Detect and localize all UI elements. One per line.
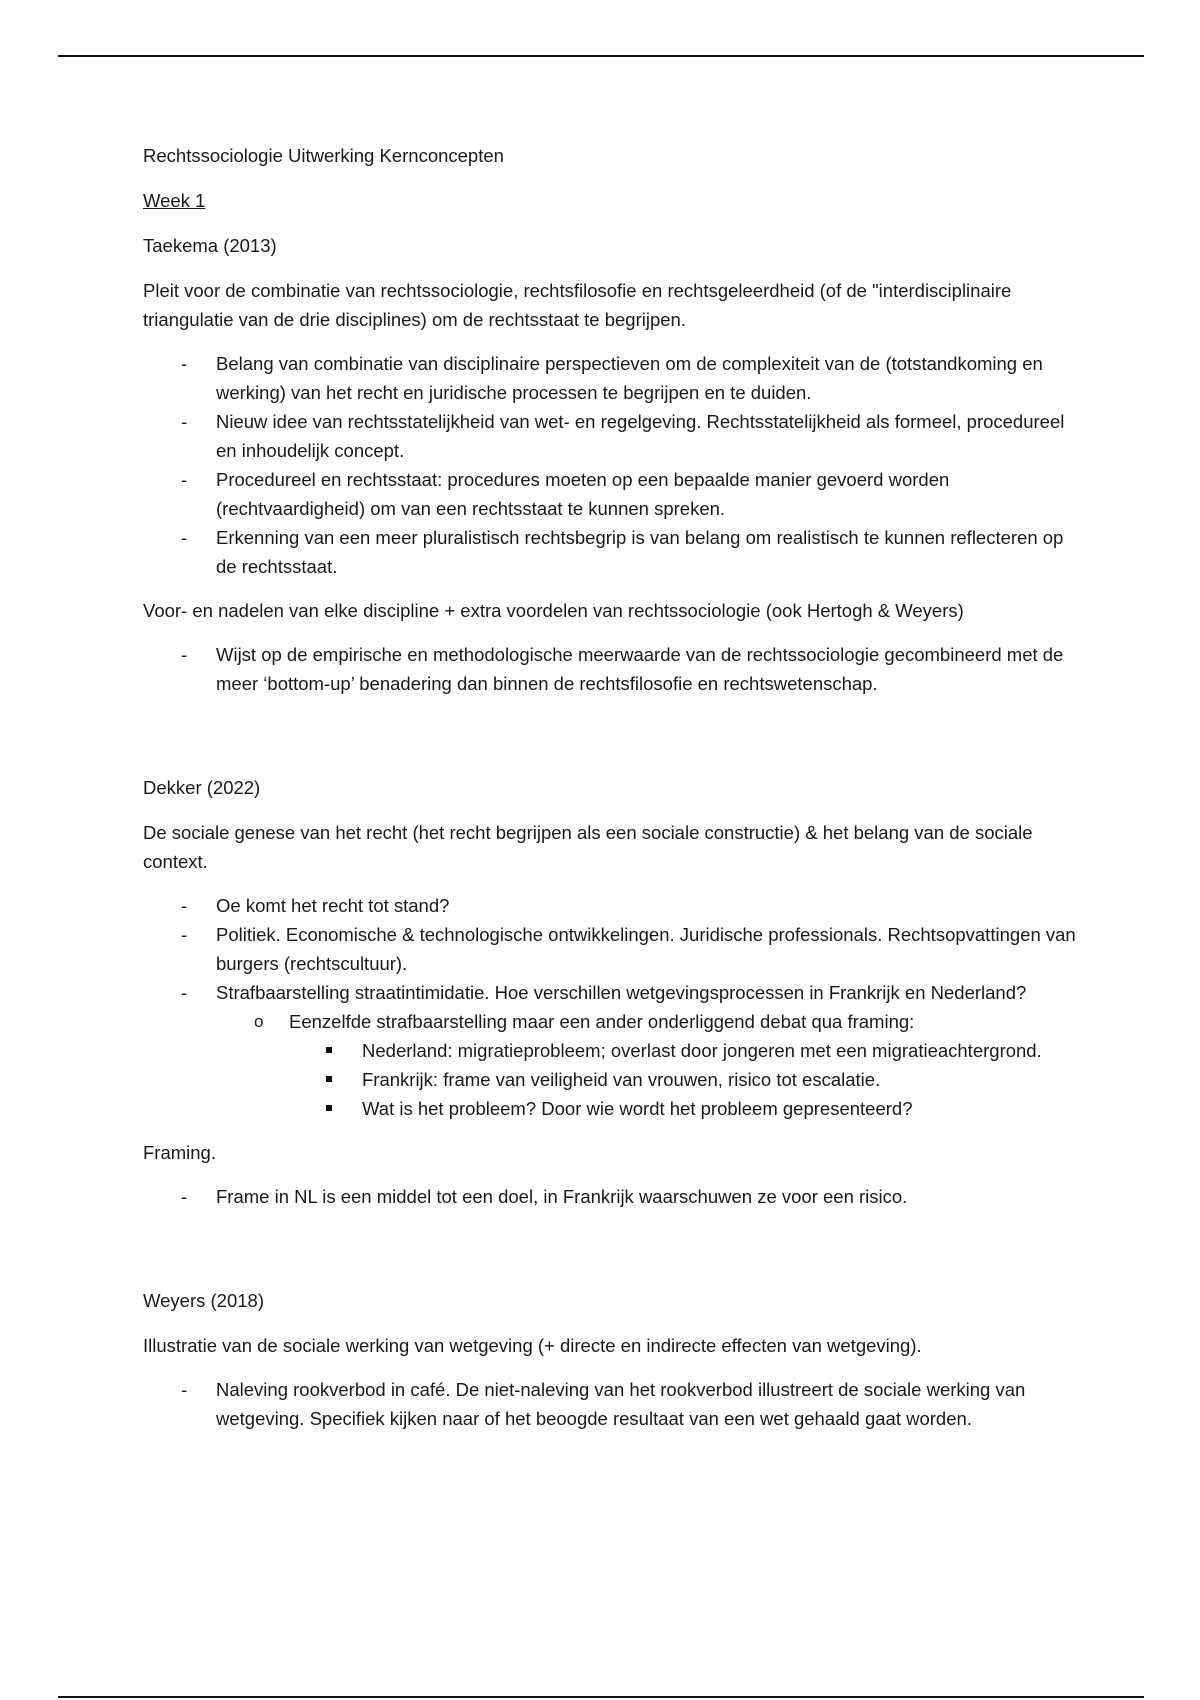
paragraph-taekema-disciplines: Voor- en nadelen van elke discipline + extra voordelen van rechtssociologie (ook Hertogh & Weyers) [143,600,964,621]
list-item: o Eenzelfde strafbaarstelling maar een ander onderliggend debat qua framing: Nederland: migratieprobleem; overlast door jongeren met een migratieachtergrond. Frankrijk: frame van veiligheid van vrouwen, risico tot escalatie. Wat is het probleem? Door wie wordt het probleem gepresenteerd? [216,1007,1083,1123]
list-item: Wat is het probleem? Door wie wordt het probleem gepresenteerd? [289,1094,1083,1123]
dash-bullet-icon: - [181,527,188,548]
square-bullet-icon [326,1105,332,1111]
section-spacer [143,713,1083,773]
list-item: - Naleving rookverbod in café. De niet-naleving van het rookverbod illustreert de sociale werking van wetgeving. Specifiek kijken naar of het beoogde resultaat van een wet gehaald gaat worden. [143,1375,1083,1433]
paragraph-framing: Framing. [143,1142,216,1163]
list-item: - Strafbaarstelling straatintimidatie. Hoe verschillen wetgevingsprocessen in Frankrijk en Nederland? o Eenzelfde strafbaarstelling maar een ander onderliggend debat qua framing: Nederland: migratieprobleem; overlast door jongeren met een migratieachtergrond. Frankrijk: frame van veiligheid van vrouwen, risico tot escalatie. Wat is het probleem? Door wie wordt het probleem gepresenteerd? [143,978,1083,1123]
bottom-rule [58,1696,1144,1698]
dash-bullet-icon: - [181,644,188,665]
paragraph-weyers-intro: Illustratie van de sociale werking van wetgeving (+ directe en indirecte effecten van wetgeving). [143,1335,922,1356]
list-item: - Politiek. Economische & technologische ontwikkelingen. Juridische professionals. Rechtsopvattingen van burgers (rechtscultuur). [143,920,1083,978]
circle-bullet-icon: o [254,1012,264,1031]
dash-bullet-icon: - [181,895,188,916]
list-item: Nederland: migratieprobleem; overlast door jongeren met een migratieachtergrond. [289,1036,1083,1065]
list-item: - Procedureel en rechtsstaat: procedures moeten op een bepaalde manier gevoerd worden (rechtvaardigheid) om van een rechtsstaat te kunnen spreken. [143,465,1083,523]
list-item: - Nieuw idee van rechtsstatelijkheid van wet- en regelgeving. Rechtsstatelijkheid als formeel, procedureel en inhoudelijk concept. [143,407,1083,465]
dash-bullet-icon: - [181,924,188,945]
list-item: - Frame in NL is een middel tot een doel, in Frankrijk waarschuwen ze voor een risico. [143,1182,1083,1211]
square-bullet-icon [326,1076,332,1082]
bullet-list-taekema [143,349,1083,581]
paragraph-taekema-intro: Pleit voor de combinatie van rechtssociologie, rechtsfilosofie en rechtsgeleerdheid (of de "interdisciplinaire triangulatie van de drie disciplines) om de rechtsstaat te begrijpen. [143,280,1012,330]
dash-bullet-icon: - [181,982,188,1003]
bullet-list-weyers [143,1375,1083,1433]
week-heading: Week 1 [143,190,206,211]
list-item: - Wijst op de empirische en methodologische meerwaarde van de rechtssociologie gecombineerd met de meer ‘bottom-up’ benadering dan binnen de rechtsfilosofie en rechtswetenschap. [143,640,1083,698]
sub-bullet-list-dekker [216,1007,1083,1123]
top-rule [58,55,1144,57]
section-heading-taekema: Taekema (2013) [143,235,277,256]
paragraph-dekker-intro: De sociale genese van het recht (het recht begrijpen als een sociale constructie) & het belang van de sociale context. [143,822,1033,872]
section-spacer [143,1226,1083,1286]
section-heading-weyers: Weyers (2018) [143,1290,264,1311]
dash-bullet-icon: - [181,1379,188,1400]
list-item: - Erkenning van een meer pluralistisch rechtsbegrip is van belang om realistisch te kunnen reflecteren op de rechtsstaat. [143,523,1083,581]
dash-bullet-icon: - [181,469,188,490]
bullet-list-dekker [143,891,1083,1123]
dash-bullet-icon: - [181,1186,188,1207]
bullet-list-taekema-disciplines [143,640,1083,698]
list-item: Frankrijk: frame van veiligheid van vrouwen, risico tot escalatie. [289,1065,1083,1094]
square-bullet-icon [326,1047,332,1053]
section-heading-dekker: Dekker (2022) [143,777,261,798]
document-title: Rechtssociologie Uitwerking Kernconcepten [143,145,504,166]
bullet-list-framing [143,1182,1083,1211]
document-body [143,141,1083,1448]
sub-sub-bullet-list-dekker [289,1036,1083,1123]
list-item: - Oe komt het recht tot stand? [143,891,1083,920]
dash-bullet-icon: - [181,353,188,374]
dash-bullet-icon: - [181,411,188,432]
list-item: - Belang van combinatie van disciplinaire perspectieven om de complexiteit van de (totstandkoming en werking) van het recht en juridische processen te begrijpen en te duiden. [143,349,1083,407]
